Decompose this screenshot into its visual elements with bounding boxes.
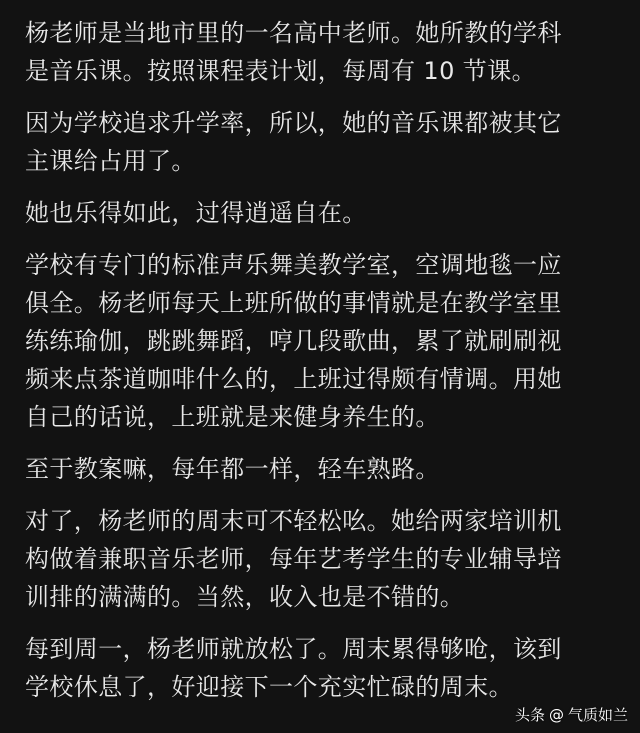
- paragraph: [25, 450, 625, 488]
- text-line: 练练瑜伽，跳跳舞蹈，哼几段歌曲，累了就刷刷视: [25, 327, 562, 355]
- text-line: 主课给占用了。: [25, 147, 196, 175]
- text-line: 学校有专门的标准声乐舞美教学室，空调地毯一应: [25, 251, 562, 279]
- text-line: 因为学校追求升学率，所以，她的音乐课都被其它: [25, 109, 562, 137]
- text-line: 杨老师是当地市里的一名高中老师。她所教的学科: [25, 19, 562, 47]
- paragraph: [25, 246, 625, 436]
- watermark-author: 气质如兰: [567, 706, 628, 724]
- text-line: 对了，杨老师的周末可不轻松吆。她给两家培训机: [25, 507, 562, 535]
- paragraph: [25, 502, 625, 616]
- toutiao-watermark: [515, 704, 628, 725]
- text-line: 训排的满满的。当然，收入也是不错的。: [25, 583, 465, 611]
- paragraph: [25, 14, 625, 90]
- text-line: 至于教案嘛，每年都一样，轻车熟路。: [25, 455, 440, 483]
- paragraph: [25, 194, 625, 232]
- article-body: [25, 14, 625, 720]
- paragraph: [25, 630, 625, 706]
- text-line: 每到周一，杨老师就放松了。周末累得够呛，该到: [25, 635, 562, 663]
- text-line: 她也乐得如此，过得逍遥自在。: [25, 199, 367, 227]
- paragraph: [25, 104, 625, 180]
- text-line: 是音乐课。按照课程表计划，每周有 10 节课。: [25, 57, 536, 85]
- text-line: 频来点茶道咖啡什么的，上班过得颇有情调。用她: [25, 365, 562, 393]
- text-line: 自己的话说，上班就是来健身养生的。: [25, 403, 440, 431]
- text-line: 构做着兼职音乐老师，每年艺考学生的专业辅导培: [25, 545, 562, 573]
- text-line: 学校休息了，好迎接下一个充实忙碌的周末。: [25, 673, 513, 701]
- at-icon: @: [548, 705, 564, 724]
- text-line: 俱全。杨老师每天上班所做的事情就是在教学室里: [25, 289, 562, 317]
- watermark-brand: 头条: [514, 706, 545, 724]
